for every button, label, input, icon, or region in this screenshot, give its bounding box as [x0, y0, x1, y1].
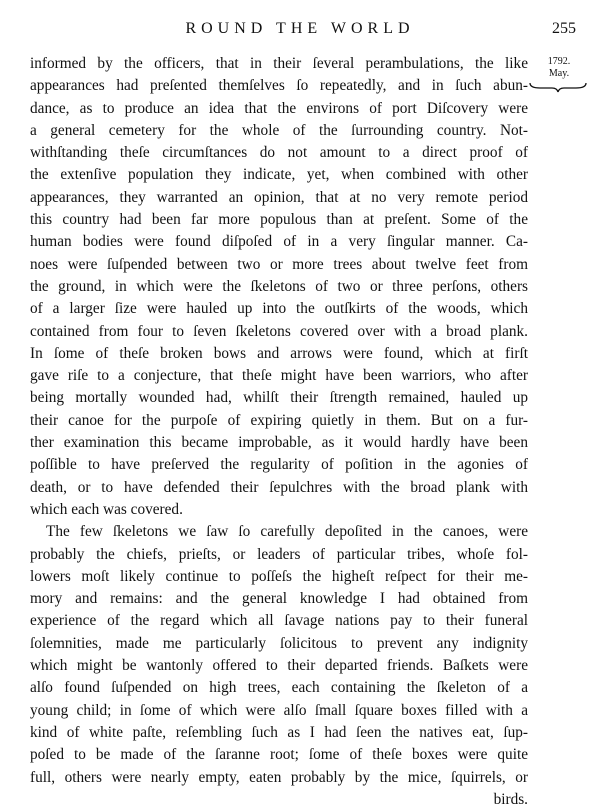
running-title: ROUND THE WORLD [185, 20, 415, 37]
margin-note-year: 1792. [547, 56, 571, 67]
text-line: which might be wantonly offered to their departed friends. Baſkets were [30, 657, 528, 675]
text-line: contained from four to ſeven ſkeletons covered over with a broad plank. [30, 322, 528, 340]
text-line: kind of white paſte, reſembling ſuch as I had ſeen the natives eat, ſup- [30, 723, 528, 741]
catchword-line: birds. [493, 790, 528, 808]
text-line: a general cemetery for the whole of the ſurrounding country. Not- [30, 121, 528, 139]
text-line: appearances, they warranted an opinion, that at no very remote period [30, 188, 528, 206]
text-line: young child; in ſome of which were alſo ſmall ſquare boxes filled with a [30, 701, 528, 719]
text-line: mory and remains: and the general knowledge I had obtained from [30, 590, 528, 608]
text-line: human bodies were found diſpoſed of in a very ſingular manner. Ca- [30, 233, 528, 251]
text-line: dance, as to produce an idea that the environs of port Diſcovery were [30, 99, 528, 117]
page-number: 255 [552, 20, 576, 37]
text-line: In ſome of theſe broken bows and arrows were found, which at firſt [30, 344, 528, 362]
margin-note-month: May. [548, 68, 570, 79]
text-line: poſed to be made of the ſaranne root; ſome of theſe boxes were quite [30, 746, 528, 764]
text-line: experience of the regard which all ſavage nations pay to their funeral [30, 612, 528, 630]
text-line: the ground, in which were the ſkeletons of two or three perſons, others [30, 277, 528, 295]
text-line: informed by the officers, that in their ſeveral perambulations, the like [30, 55, 528, 72]
text-line: appearances had preſented themſelves ſo repeatedly, and in ſuch abun- [30, 77, 528, 95]
text-line: ther examination this became improbable, as it would hardly have been [30, 434, 528, 452]
margin-brace-icon [528, 80, 588, 94]
paragraph-end-line: which each was covered. [30, 500, 183, 518]
text-line: the extenſive population they indicate, yet, when combined with other [30, 166, 528, 184]
text-line: their canoe for the purpoſe of expiring quietly in them. But on a fur- [30, 411, 528, 429]
text-line: gave riſe to a conjecture, that theſe might have been warriors, who after [30, 367, 528, 385]
text-line: withſtanding theſe circumſtances do not amount to a direct proof of [30, 144, 528, 162]
text-line: lowers moſt likely continue to poſſeſs the higheſt reſpect for their me- [30, 567, 528, 585]
text-line: full, others were nearly empty, eaten probably by the mice, ſquirrels, or [30, 768, 528, 786]
text-line: alſo found ſuſpended on high trees, each containing the ſkeleton of a [30, 679, 528, 697]
text-line: death, or to have defended their ſepulchres with the broad plank with [30, 478, 528, 496]
text-line: this country had been far more populous than at preſent. Some of the [30, 211, 528, 229]
text-line: being mortally wounded had, whilſt their ſtrength remained, hauled up [30, 389, 528, 407]
running-head [0, 20, 600, 42]
text-line: ſolemnities, made me particularly ſolicitous to prevent any indignity [30, 634, 528, 652]
margin-note [536, 56, 582, 80]
text-line: probably the chiefs, prieſts, or leaders of particular tribes, whoſe fol- [30, 545, 528, 563]
body-text [30, 53, 528, 811]
text-line: poſſible to have preſerved the regularity of poſition in the agonies of [30, 456, 528, 474]
paragraph-start-line: The few ſkeletons we ſaw ſo carefully depoſited in the canoes, were [46, 523, 528, 541]
text-line: of a larger ſize were hauled up into the outſkirts of the woods, which [30, 300, 528, 318]
text-line: noes were ſuſpended between two or more trees about twelve feet from [30, 255, 528, 273]
